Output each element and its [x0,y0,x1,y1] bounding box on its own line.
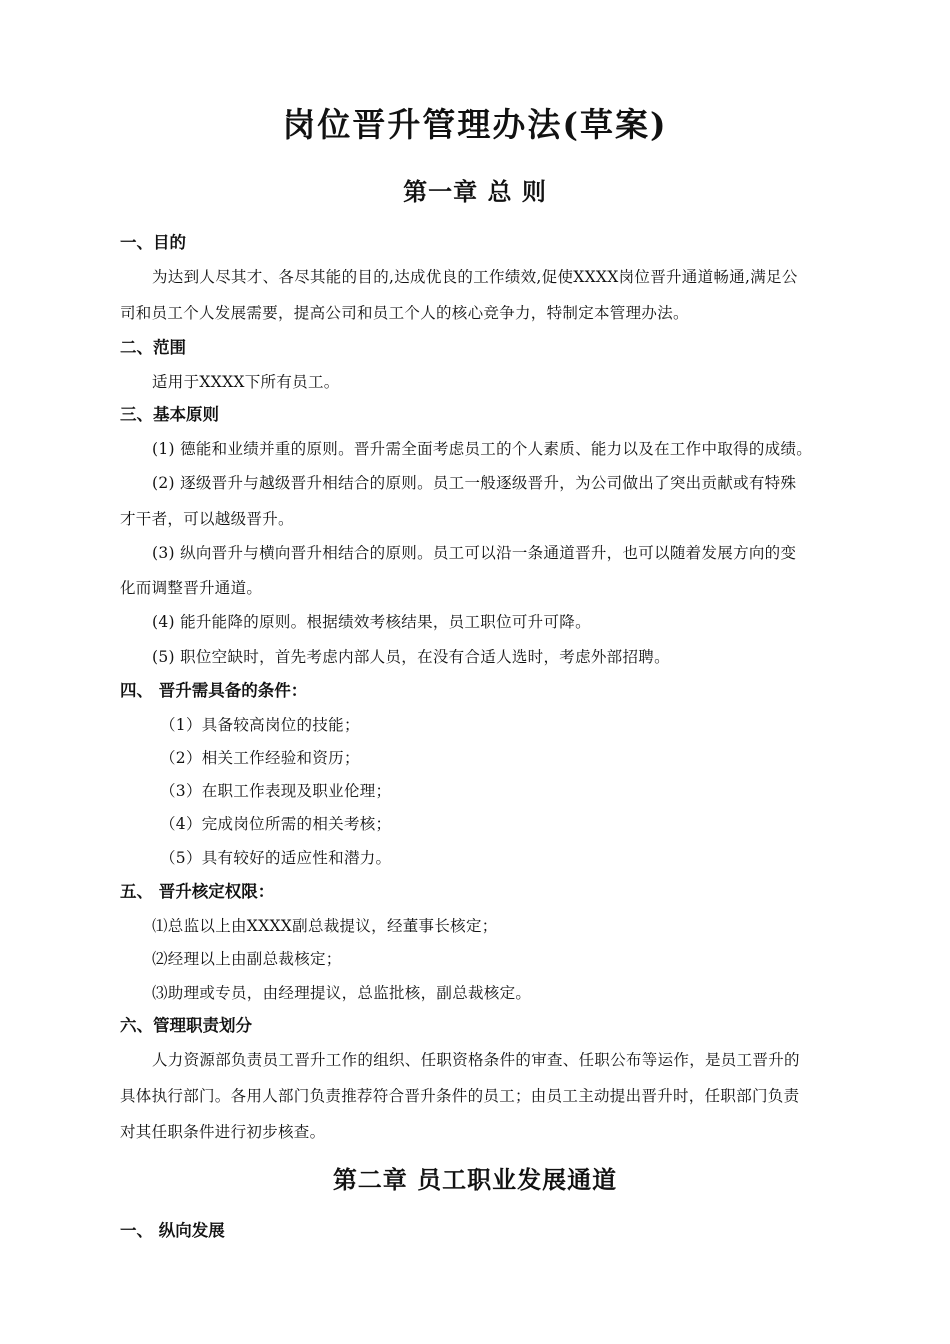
section-3-heading: 三、基本原则 [120,405,219,424]
section-3-line-4: (3) 纵向晋升与横向晋升相结合的原则。员工可以沿一条通道晋升，也可以随着发展方向的变 [152,544,797,562]
document-title: 岗位晋升管理办法(草案) [282,105,668,144]
section-6-line-1: 人力资源部负责员工晋升工作的组织、任职资格条件的审查、任职公布等运作，是员工晋升的 [152,1051,800,1069]
section-5-heading: 五、 晋升核定权限： [120,882,275,901]
section-6-line-3: 对其任职条件进行初步核查。 [120,1123,326,1141]
section-3-line-3: 才干者，可以越级晋升。 [120,510,294,528]
section-4-line-2: （2）相关工作经验和资历； [160,749,360,767]
section-2-line-1: 适用于XXXX下所有员工。 [152,373,340,391]
section-4-line-3: （3）在职工作表现及职业伦理； [160,782,392,800]
chapter-2-section-1-heading: 一、 纵向发展 [120,1221,225,1240]
chapter-2-title: 第二章 员工职业发展通道 [332,1165,618,1194]
section-6-heading: 六、管理职责划分 [120,1016,252,1035]
section-1-line-1: 为达到人尽其才、各尽其能的目的,达成优良的工作绩效,促使XXXX岗位晋升通道畅通,满足公 [152,268,798,286]
section-3-line-5: 化而调整晋升通道。 [120,579,263,597]
chapter-1-title: 第一章 总 则 [403,177,547,206]
section-3-line-1: (1) 德能和业绩并重的原则。晋升需全面考虑员工的个人素质、能力以及在工作中取得的成绩。 [152,440,813,458]
section-3-line-6: (4) 能升能降的原则。根据绩效考核结果，员工职位可升可降。 [152,613,591,631]
section-3-line-2: (2) 逐级晋升与越级晋升相结合的原则。员工一般逐级晋升，为公司做出了突出贡献或有特殊 [152,474,797,492]
section-3-line-7: (5) 职位空缺时，首先考虑内部人员，在没有合适人选时，考虑外部招聘。 [152,648,670,666]
section-5-line-3: ⑶助理或专员，由经理提议，总监批核，副总裁核定。 [152,984,532,1002]
section-5-line-2: ⑵经理以上由副总裁核定； [152,950,342,968]
section-6-line-2: 具体执行部门。各用人部门负责推荐符合晋升条件的员工；由员工主动提出晋升时，任职部门负责 [120,1087,800,1105]
section-4-heading: 四、 晋升需具备的条件： [120,681,308,700]
section-1-line-2: 司和员工个人发展需要，提高公司和员工个人的核心竞争力，特制定本管理办法。 [120,304,689,322]
section-4-line-4: （4）完成岗位所需的相关考核； [160,815,392,833]
section-2-heading: 二、范围 [120,338,186,357]
section-4-line-1: （1）具备较高岗位的技能； [160,716,360,734]
section-5-line-1: ⑴总监以上由XXXX副总裁提议，经董事长核定； [152,917,498,935]
section-4-line-5: （5）具有较好的适应性和潜力。 [160,849,392,867]
section-1-heading: 一、目的 [120,233,186,252]
